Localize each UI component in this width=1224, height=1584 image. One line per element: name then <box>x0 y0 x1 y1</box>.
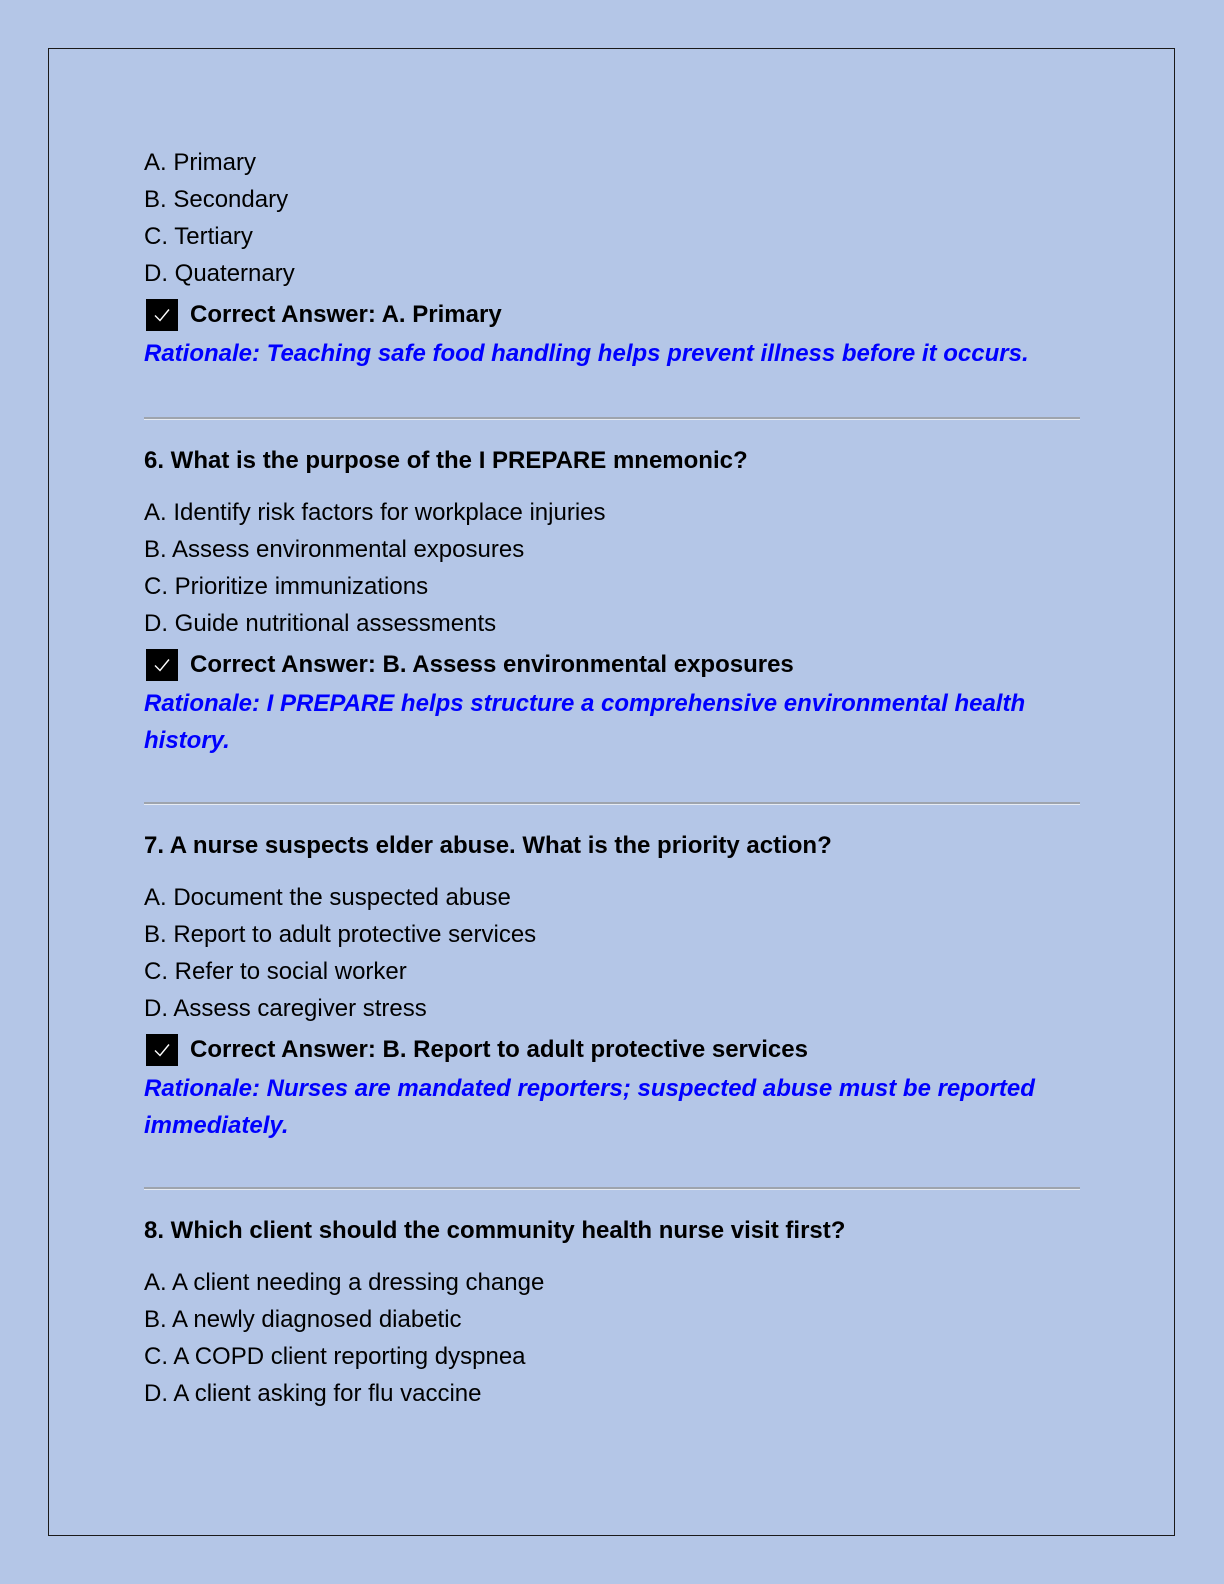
option-c: C. Tertiary <box>144 223 253 250</box>
option-b: B. Assess environmental exposures <box>144 536 525 563</box>
separator <box>144 417 1080 420</box>
option-b: B. A newly diagnosed diabetic <box>144 1306 462 1333</box>
option-a: A. Identify risk factors for workplace injuries <box>144 499 606 526</box>
rationale: Rationale: I PREPARE helps structure a comprehensive environmental health history. <box>144 690 1026 754</box>
correct-answer-text: Correct Answer: B. Report to adult protective services <box>190 1036 808 1063</box>
correct-answer-text: Correct Answer: B. Assess environmental exposures <box>190 651 794 678</box>
option-a: A. Primary <box>144 149 257 176</box>
option-b: B. Report to adult protective services <box>144 921 537 948</box>
option-a: A. Document the suspected abuse <box>144 884 511 911</box>
option-c: C. Prioritize immunizations <box>144 573 429 600</box>
rationale: Rationale: Teaching safe food handling helps prevent illness before it occurs. <box>144 340 1029 367</box>
question-5 <box>144 144 1080 372</box>
separator <box>144 1187 1080 1190</box>
option-d: D. A client asking for flu vaccine <box>144 1380 482 1407</box>
option-d: D. Guide nutritional assessments <box>144 610 497 637</box>
check-box-icon <box>146 299 178 331</box>
correct-answer <box>144 1030 1080 1070</box>
correct-answer <box>144 295 1080 335</box>
question-6 <box>144 442 1080 759</box>
question-text: 8. Which client should the community health nurse visit first? <box>144 1217 846 1244</box>
check-box-icon <box>146 1034 178 1066</box>
option-a: A. A client needing a dressing change <box>144 1269 545 1296</box>
question-text: 7. A nurse suspects elder abuse. What is the priority action? <box>144 832 832 859</box>
correct-answer-text: Correct Answer: A. Primary <box>190 301 502 328</box>
question-7 <box>144 827 1080 1144</box>
check-box-icon <box>146 649 178 681</box>
option-b: B. Secondary <box>144 186 289 213</box>
option-d: D. Quaternary <box>144 260 295 287</box>
question-8 <box>144 1212 1080 1412</box>
separator <box>144 802 1080 805</box>
question-text: 6. What is the purpose of the I PREPARE mnemonic? <box>144 447 748 474</box>
option-c: C. Refer to social worker <box>144 958 407 985</box>
rationale: Rationale: Nurses are mandated reporters; suspected abuse must be reported immediately. <box>144 1075 1035 1139</box>
page-content <box>144 144 1080 1412</box>
correct-answer <box>144 645 1080 685</box>
option-c: C. A COPD client reporting dyspnea <box>144 1343 526 1370</box>
option-d: D. Assess caregiver stress <box>144 995 427 1022</box>
